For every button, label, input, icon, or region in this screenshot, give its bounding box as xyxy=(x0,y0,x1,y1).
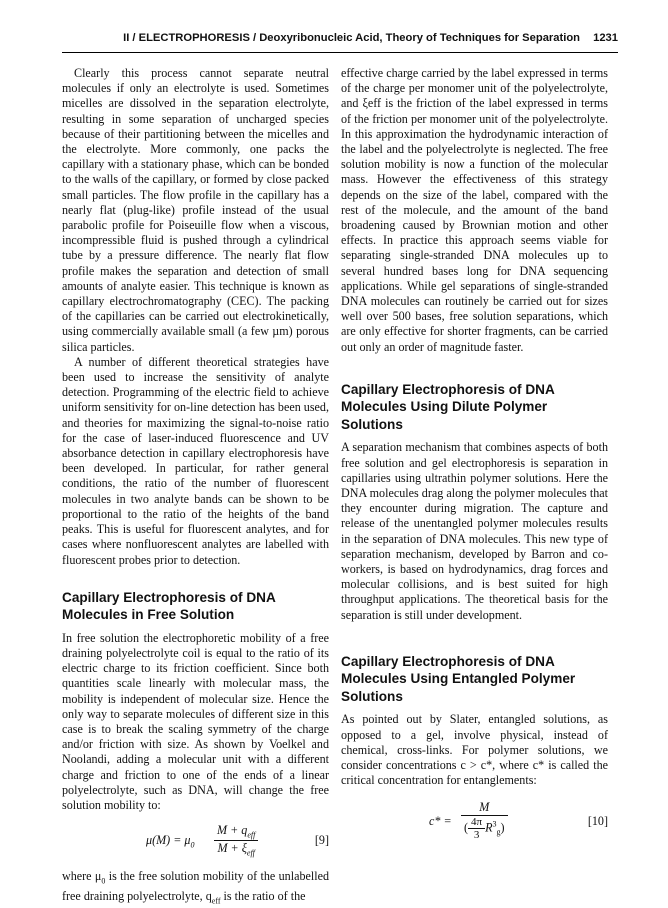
eq9-fraction xyxy=(214,823,258,857)
heading-entangled-polymer: Capillary Electrophoresis of DNA Molecules Using Entangled Polymer Solutions xyxy=(341,653,576,704)
heading-free-solution: Capillary Electrophoresis of DNA Molecules in Free Solution xyxy=(62,589,276,623)
paragraph-where: where $\mu_0$ is the free solution mobility of the unlabelled free draining polyelectrolyte, $q_{eff}$ is the ratio of the xyxy=(62,869,329,906)
eq9-denominator: M + ξ xyxy=(217,840,247,855)
equation-9 xyxy=(62,823,329,859)
page-number: 1231 xyxy=(593,32,618,44)
paragraph-free-solution: In free solution the electrophoretic mobility of a free draining polyelectrolyte coil is equal to the ratio of its electric charge to its friction coefficient. Since both quantities scale linearly with molecular mass, the mobility is independent of molecular size. Hence the only way to separate molecules of different size in this case is to break the scaling symmetry of the charge and/or friction with size. As shown by Voelkel and Noolandi, adding a molecular unit with a different charge and friction to one of the ends of a linear polyelectrolyte, such as DNA, will change the free solution mobility to: xyxy=(62,630,329,812)
eq9-label: [9] xyxy=(314,833,329,848)
running-header xyxy=(62,26,618,53)
eq10-den-den: 3 xyxy=(473,829,480,842)
running-title: II / ELECTROPHORESIS / Deoxyribonucleic Acid, Theory of Techniques for Separation xyxy=(123,32,580,44)
eq10-numerator: M xyxy=(461,800,508,816)
paragraph-cec: Clearly this process cannot separate neutral molecules if only an electrolyte is used. Sometimes micelles are dissolved in the separation electrolyte, resulting in some separation of uncharged species because of their partitioning between the micelles and the electrolyte. More commonly, one packs the capillary with a stationary phase, which can be bonded to the walls of the capillary, or formed by close packed small particles. The flow profile in the capillary has a nearly flat (plug-like) profile instead of the usual parabolic profile for Poiseuille flow when a viscous, incompressible fluid is pushed through a cylindrical tube by a pressure difference. The nearly flat flow profile makes the separation and detection of small amounts of analyte easier. This technique is known as capillary electrochromatography (CEC). The packing of the capillaries can be carried out electrokinetically, using commercially available small (a few µm) porous silica particles. xyxy=(62,66,329,354)
eq9-denominator-sub: eff xyxy=(246,847,255,857)
paragraph-sensitivity: A number of different theoretical strategies have been used to increase the sensitivity of analyte detection. Programming of the electric field to achieve uniform sensitivity for on-line detection has been used, and theories for maximizing the signal-to-noise ratio for the case of laser-induced fluorescence and UV absorbance detection in capillary electrophoresis have been developed. In particular, for rather general conditions, the ratio of the number of fluorescent molecules in two analyte bands can be shown to be proportional to the ratio of the heights of the band peaks. This is useful for fluorescent analytes, and for cases where nonfluorescent analytes are labelled with fluorescent probes prior to detection. xyxy=(62,354,329,567)
paragraph-entangled-polymer: As pointed out by Slater, entangled solutions, as opposed to a gel, involve physical, instead of chemical, cross-links. For polymer solutions, we consider concentrations c > c*, where c* is called the critical concentration for entanglements: xyxy=(341,712,608,788)
eq9-numerator-sub: eff xyxy=(247,830,256,840)
eq9-numerator: M + q xyxy=(217,823,248,838)
eq10-den-num: 4π xyxy=(468,816,485,829)
eq10-radius: R xyxy=(485,820,493,835)
eq10-radius-sup: 3 xyxy=(492,819,497,829)
equation-10 xyxy=(341,798,608,848)
heading-dilute-polymer: Capillary Electrophoresis of DNA Molecules Using Dilute Polymer Solutions xyxy=(341,381,555,432)
eq9-lhs-sub: 0 xyxy=(190,840,195,850)
paragraph-label-effect: effective charge carried by the label expressed in terms of the charge per monomer unit of the polyelectrolyte, and ξeff is the friction of the label expressed in terms of the friction per monomer unit of the polyelectrolyte. In this approximation the hydrodynamic interaction of the label and the polyelectrolyte is neglected. The free solution mobility is now a function of the molecular mass. However the effectiveness of this strategy depends on the size of the label, compared with the rest of the molecule, and the amount of the band broadening caused by Brownian motion and other effects. In practice this approach seems viable for separating single-stranded DNA molecules up to several hundred bases long for DNA sequencing applications. While gel separations of single-stranded DNA molecules can routinely be carried out for sizes well over 500 bases, free solution separations, which are only effective for shorter fragments, can be carried out only an order of magnitude faster. xyxy=(341,66,608,354)
left-column xyxy=(62,66,329,908)
right-column xyxy=(341,66,608,848)
paragraph-dilute-polymer: A separation mechanism that combines aspects of both free solution and gel electrophoresis is separation in capillaries using ultrathin polymer solutions. Here the DNA molecules drag along the polymer molecules that they encounter during migration. The capture and release of the unentangled polymer molecules results in the separation of DNA molecules. This new type of separation mechanism, developed by Barron and co-workers, is based on hydrodynamics, drag forces and molecular collisions, and is best suited for high throughput applications. The theoretical basis for the separation is still under development. xyxy=(341,440,608,622)
eq9-lhs: μ(M) = μ xyxy=(146,833,191,848)
eq10-label: [10] xyxy=(587,814,608,829)
eq10-radius-sub: g xyxy=(496,828,501,837)
eq10-lhs: c* = xyxy=(429,814,452,829)
eq10-fraction: M ( $\frac{4\pi}{3}$ $R^3_g$) xyxy=(461,800,508,841)
